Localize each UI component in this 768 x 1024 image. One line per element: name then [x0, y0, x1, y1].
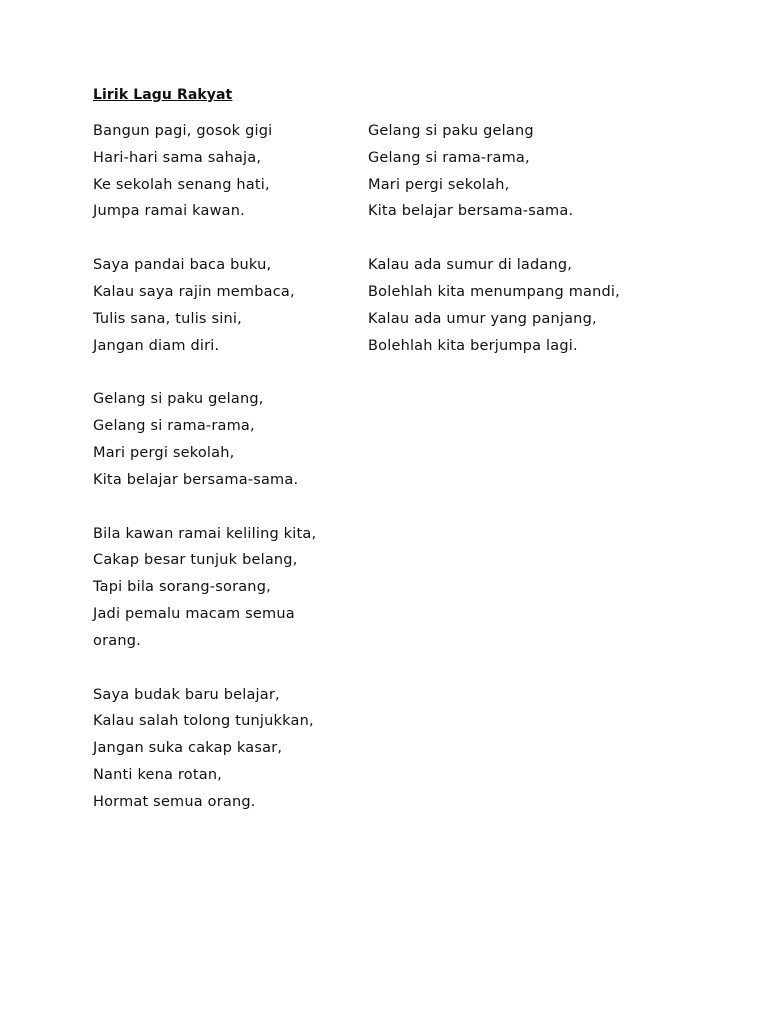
lyric-line: Hari-hari sama sahaja,: [93, 149, 262, 166]
lyric-line: Nanti kena rotan,: [93, 766, 223, 783]
lyric-line: Jumpa ramai kawan.: [93, 203, 245, 220]
lyric-line: Bangun pagi, gosok gigi: [93, 123, 273, 139]
lyric-line: Hormat semua orang.: [93, 793, 256, 810]
lyric-line: Jangan diam diri.: [93, 337, 220, 354]
lyric-line: Kalau ada umur yang panjang,: [368, 310, 597, 327]
lyric-line: Kalau ada sumur di ladang,: [368, 257, 573, 274]
lyric-line: Cakap besar tunjuk belang,: [93, 552, 298, 569]
lyric-line: Kalau saya rajin membaca,: [93, 283, 295, 300]
document-title: Lirik Lagu Rakyat: [93, 87, 233, 103]
lyric-line: Bila kawan ramai keliling kita,: [93, 525, 317, 542]
stanza: [93, 521, 353, 655]
lyric-line: Gelang si paku gelang,: [93, 391, 264, 408]
lyric-line: Bolehlah kita menumpang mandi,: [368, 283, 620, 300]
lyric-line: Kita belajar bersama-sama.: [368, 203, 574, 220]
lyric-line: Jangan suka cakap kasar,: [93, 740, 283, 757]
right-column: [368, 118, 668, 386]
lyric-line: Mari pergi sekolah,: [93, 444, 235, 461]
lyric-line: Gelang si rama-rama,: [93, 418, 255, 435]
left-column: [93, 118, 353, 843]
lyric-line: Mari pergi sekolah,: [368, 176, 510, 193]
lyric-line: Tulis sana, tulis sini,: [93, 310, 242, 327]
lyric-line: Kalau salah tolong tunjukkan,: [93, 713, 314, 730]
stanza: [93, 682, 353, 816]
stanza: [93, 252, 353, 359]
lyric-line: Gelang si rama-rama,: [368, 149, 530, 166]
lyric-line: Saya pandai baca buku,: [93, 257, 272, 274]
lyric-line: orang.: [93, 632, 141, 649]
stanza: [93, 386, 353, 493]
stanza: [368, 252, 668, 359]
lyric-line: Bolehlah kita berjumpa lagi.: [368, 337, 578, 354]
stanza: [368, 118, 668, 225]
lyric-line: Jadi pemalu macam semua: [93, 605, 295, 622]
lyric-line: Saya budak baru belajar,: [93, 686, 280, 703]
lyric-line: Ke sekolah senang hati,: [93, 176, 270, 193]
lyric-line: Gelang si paku gelang: [368, 123, 534, 139]
stanza: [93, 118, 353, 225]
lyric-line: Kita belajar bersama-sama.: [93, 471, 299, 488]
lyric-line: Tapi bila sorang-sorang,: [93, 579, 271, 596]
